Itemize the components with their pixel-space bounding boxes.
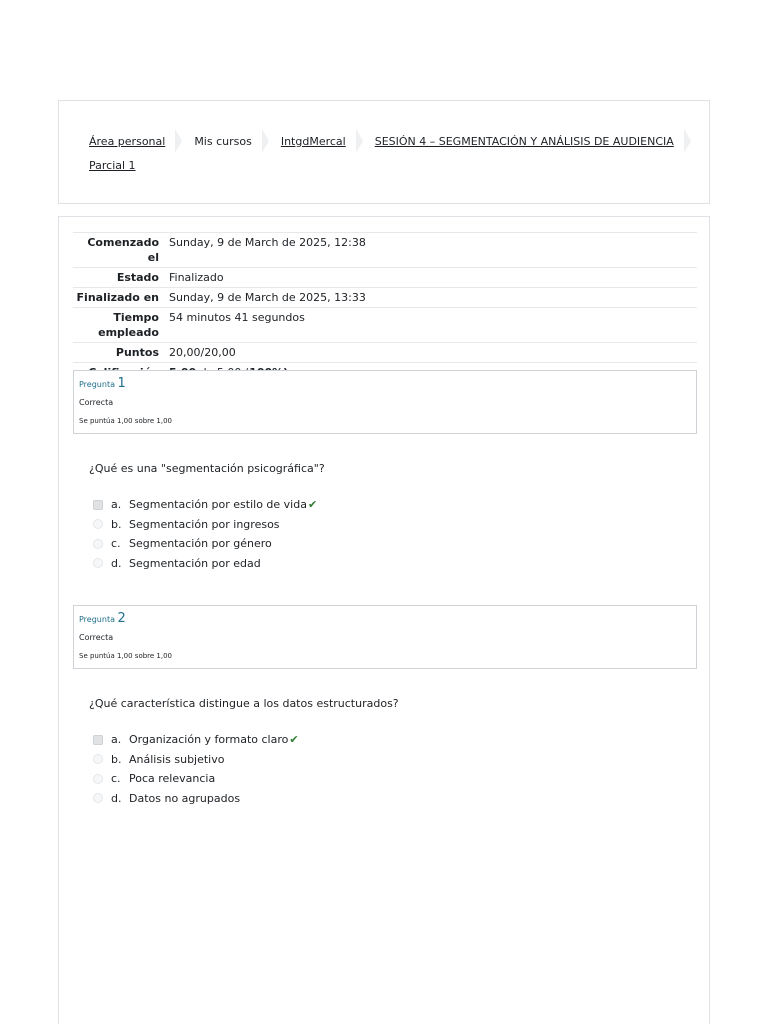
answer-list-2: [93, 730, 299, 808]
answer-letter: d.: [111, 791, 122, 805]
radio-icon[interactable]: [93, 558, 103, 568]
chevron-right-icon: [684, 129, 691, 153]
check-icon: ✔: [289, 733, 299, 747]
radio-icon[interactable]: [93, 519, 103, 529]
question-text-1: ¿Qué es una "segmentación psicográfica"?: [89, 462, 325, 475]
summary-label: Comenzado el: [87, 236, 159, 264]
answer-option[interactable]: [93, 515, 317, 535]
question-text-2: ¿Qué característica distingue a los datos estructurados?: [89, 697, 399, 710]
answer-text: Segmentación por género: [129, 537, 272, 551]
summary-row: [73, 343, 697, 363]
answer-option[interactable]: [93, 534, 317, 554]
answer-list-1: [93, 495, 317, 573]
summary-row: [73, 288, 697, 308]
radio-icon[interactable]: [93, 539, 103, 549]
answer-option[interactable]: [93, 495, 317, 515]
question-state: Correcta: [79, 633, 114, 642]
radio-checked-icon[interactable]: [93, 500, 103, 510]
question-label: Pregunta: [79, 615, 115, 624]
quiz-review-card: [58, 216, 710, 1024]
answer-text: Poca relevancia: [129, 772, 216, 786]
question-info-1: [73, 370, 697, 434]
summary-label: Finalizado en: [76, 291, 159, 304]
breadcrumb-item-area-personal[interactable]: Área personal: [89, 134, 166, 148]
answer-text: Segmentación por edad: [129, 556, 261, 570]
radio-icon[interactable]: [93, 774, 103, 784]
answer-text: Segmentación por estilo de vida: [129, 498, 307, 512]
answer-letter: a.: [111, 733, 122, 747]
question-number: [79, 376, 126, 391]
answer-letter: a.: [111, 498, 122, 512]
summary-row: [73, 233, 697, 268]
check-icon: ✔: [307, 498, 318, 512]
answer-text: Análisis subjetivo: [129, 752, 225, 766]
summary-row: [73, 268, 697, 288]
question-number-value: 2: [117, 611, 126, 626]
summary-value: Sunday, 9 de March de 2025, 12:38: [169, 236, 366, 249]
breadcrumb-row: [89, 159, 136, 172]
answer-option[interactable]: [93, 730, 299, 750]
answer-text: Datos no agrupados: [129, 791, 241, 805]
breadcrumb-item-quiz[interactable]: Parcial 1: [89, 159, 136, 172]
breadcrumb-item-mis-cursos: Mis cursos: [194, 134, 252, 148]
answer-letter: d.: [111, 556, 122, 570]
answer-text: Segmentación por ingresos: [129, 517, 280, 531]
chevron-right-icon: [356, 129, 363, 153]
radio-checked-icon[interactable]: [93, 735, 103, 745]
radio-icon[interactable]: [93, 793, 103, 803]
breadcrumb: [58, 100, 710, 204]
summary-value: Sunday, 9 de March de 2025, 13:33: [169, 291, 366, 304]
breadcrumb-row: [89, 129, 703, 153]
answer-letter: c.: [111, 537, 121, 551]
answer-letter: c.: [111, 772, 121, 786]
question-grade: Se puntúa 1,00 sobre 1,00: [79, 417, 173, 425]
summary-row: [73, 308, 697, 343]
answer-letter: b.: [111, 517, 122, 531]
answer-option[interactable]: [93, 769, 299, 789]
question-state: Correcta: [79, 398, 114, 407]
question-info-2: [73, 605, 697, 669]
answer-option[interactable]: [93, 789, 299, 809]
summary-value: Finalizado: [169, 271, 224, 284]
breadcrumb-item-section[interactable]: SESIÓN 4 – SEGMENTACIÓN Y ANÁLISIS DE AUDIENCIA: [374, 134, 674, 148]
question-grade: Se puntúa 1,00 sobre 1,00: [79, 652, 173, 660]
question-number: [79, 611, 126, 626]
summary-label: Estado: [116, 271, 159, 284]
question-number-value: 1: [117, 376, 126, 391]
attempt-summary-table: [73, 232, 697, 382]
summary-value: 54 minutos 41 segundos: [169, 311, 305, 324]
summary-value: 20,00/20,00: [169, 346, 236, 359]
radio-icon[interactable]: [93, 754, 103, 764]
summary-label: Tiempo empleado: [98, 311, 159, 339]
answer-text: Organización y formato claro: [129, 733, 289, 747]
answer-option[interactable]: [93, 750, 299, 770]
chevron-right-icon: [262, 129, 269, 153]
breadcrumb-item-course[interactable]: IntgdMercal: [280, 134, 346, 148]
answer-letter: b.: [111, 752, 122, 766]
summary-label: Puntos: [115, 346, 159, 359]
question-label: Pregunta: [79, 380, 115, 389]
chevron-right-icon: [175, 129, 182, 153]
answer-option[interactable]: [93, 554, 317, 574]
